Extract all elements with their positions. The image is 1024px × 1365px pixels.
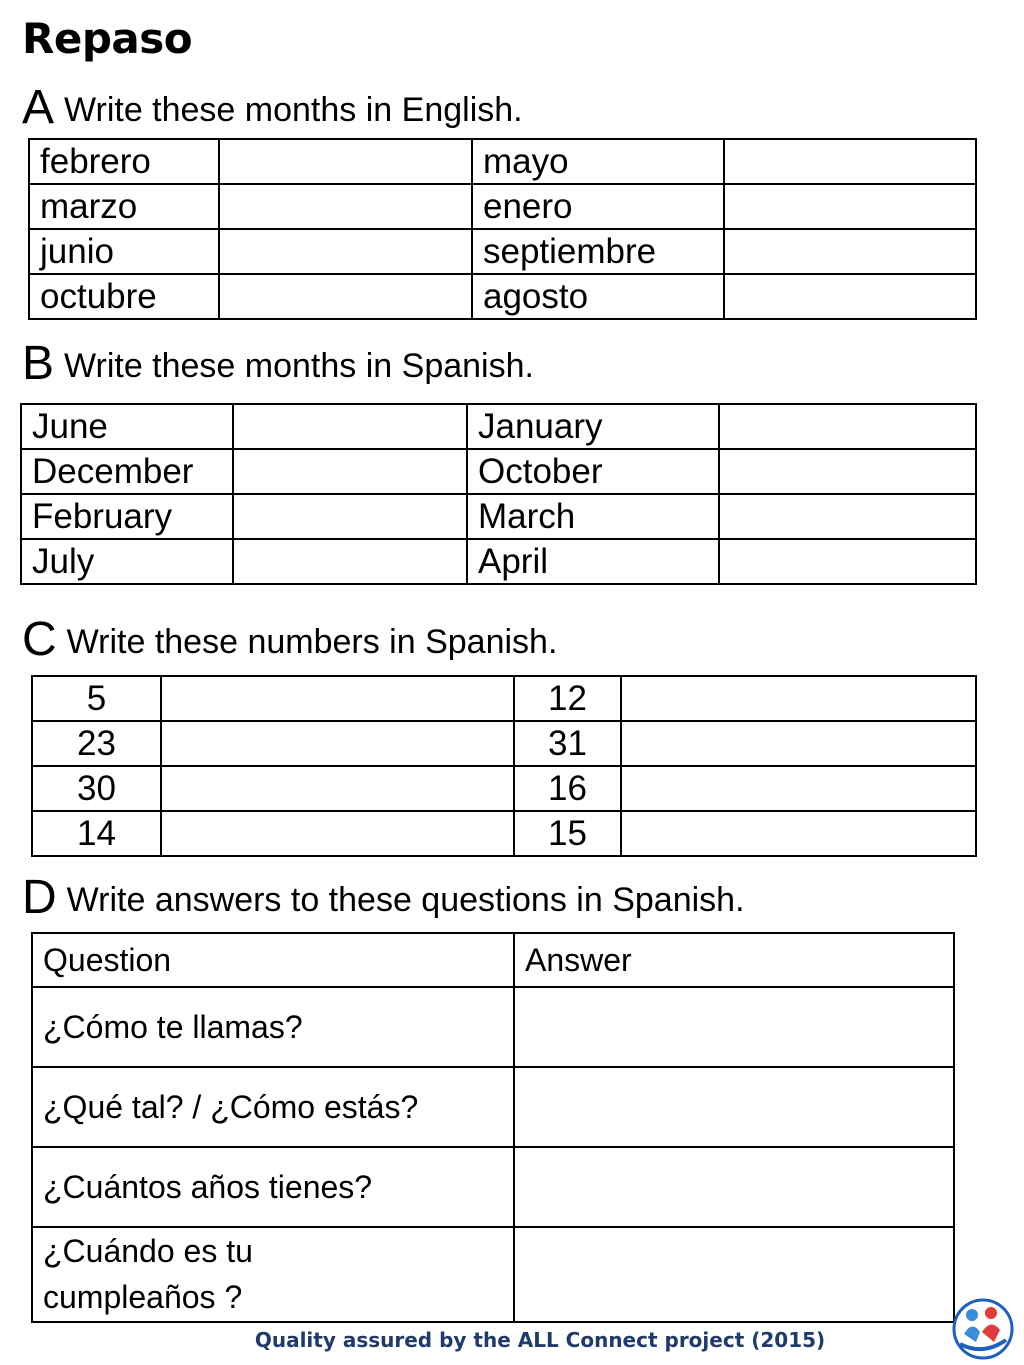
answer-cell[interactable] bbox=[233, 404, 467, 449]
number-value: 16 bbox=[514, 766, 621, 811]
table-row bbox=[32, 676, 976, 721]
answer-cell[interactable] bbox=[724, 274, 976, 319]
spanish-month: marzo bbox=[29, 184, 219, 229]
english-month: October bbox=[467, 449, 719, 494]
question-text bbox=[32, 1227, 514, 1322]
spanish-month: agosto bbox=[472, 274, 724, 319]
answer-cell[interactable] bbox=[719, 449, 976, 494]
answer-cell[interactable] bbox=[514, 1147, 954, 1227]
spanish-month: febrero bbox=[29, 139, 219, 184]
answer-cell[interactable] bbox=[719, 539, 976, 584]
section-d-heading bbox=[22, 870, 745, 925]
section-a-heading bbox=[22, 80, 523, 135]
section-b-heading bbox=[22, 336, 534, 391]
answer-cell[interactable] bbox=[161, 676, 514, 721]
table-row bbox=[32, 987, 954, 1067]
number-value: 23 bbox=[32, 721, 161, 766]
english-month: June bbox=[21, 404, 233, 449]
english-month: April bbox=[467, 539, 719, 584]
table-row bbox=[32, 721, 976, 766]
table-header-row bbox=[32, 933, 954, 987]
number-value: 12 bbox=[514, 676, 621, 721]
answer-header: Answer bbox=[514, 933, 954, 987]
number-value: 14 bbox=[32, 811, 161, 856]
english-month: February bbox=[21, 494, 233, 539]
section-c-instruction: Write these numbers in Spanish. bbox=[66, 623, 558, 661]
table-row bbox=[32, 1067, 954, 1147]
table-row bbox=[21, 449, 976, 494]
number-value: 31 bbox=[514, 721, 621, 766]
section-d-instruction: Write answers to these questions in Spanish. bbox=[66, 881, 745, 919]
number-value: 15 bbox=[514, 811, 621, 856]
english-month: December bbox=[21, 449, 233, 494]
spanish-month: enero bbox=[472, 184, 724, 229]
answer-cell[interactable] bbox=[514, 1067, 954, 1147]
answer-cell[interactable] bbox=[621, 676, 976, 721]
section-d-letter: D bbox=[22, 871, 57, 924]
section-c-heading bbox=[22, 612, 557, 667]
answer-cell[interactable] bbox=[621, 811, 976, 856]
question-text-wrap: ¿Cuándo es tu cumpleaños ? bbox=[43, 1233, 253, 1316]
table-row bbox=[32, 1227, 954, 1322]
table-row bbox=[21, 539, 976, 584]
answer-cell[interactable] bbox=[161, 766, 514, 811]
table-row bbox=[21, 404, 976, 449]
table-row bbox=[29, 184, 976, 229]
answer-cell[interactable] bbox=[219, 139, 472, 184]
english-month: January bbox=[467, 404, 719, 449]
question-header: Question bbox=[32, 933, 514, 987]
answer-cell[interactable] bbox=[621, 766, 976, 811]
answer-cell[interactable] bbox=[514, 987, 954, 1067]
section-c-letter: C bbox=[22, 613, 57, 666]
footer-credit: Quality assured by the ALL Connect project (2015) bbox=[254, 1328, 826, 1352]
spanish-month: mayo bbox=[472, 139, 724, 184]
answer-cell[interactable] bbox=[219, 184, 472, 229]
table-row bbox=[29, 139, 976, 184]
spanish-month: septiembre bbox=[472, 229, 724, 274]
section-b-table bbox=[20, 403, 977, 585]
page-title: Repaso bbox=[22, 14, 193, 63]
section-a-letter: A bbox=[22, 81, 55, 134]
table-row bbox=[29, 229, 976, 274]
answer-cell[interactable] bbox=[161, 721, 514, 766]
answer-cell[interactable] bbox=[233, 494, 467, 539]
answer-cell[interactable] bbox=[719, 494, 976, 539]
spanish-month: octubre bbox=[29, 274, 219, 319]
table-row bbox=[29, 274, 976, 319]
spanish-month: junio bbox=[29, 229, 219, 274]
answer-cell[interactable] bbox=[724, 229, 976, 274]
answer-cell[interactable] bbox=[719, 404, 976, 449]
table-row bbox=[32, 811, 976, 856]
question-text: ¿Cuántos años tienes? bbox=[32, 1147, 514, 1227]
table-row bbox=[32, 1147, 954, 1227]
section-b-instruction: Write these months in Spanish. bbox=[64, 347, 534, 385]
section-d-table bbox=[31, 932, 955, 1323]
english-month: July bbox=[21, 539, 233, 584]
answer-cell[interactable] bbox=[219, 229, 472, 274]
number-value: 30 bbox=[32, 766, 161, 811]
table-row bbox=[21, 494, 976, 539]
english-month: March bbox=[467, 494, 719, 539]
answer-cell[interactable] bbox=[514, 1227, 954, 1322]
section-a-instruction: Write these months in English. bbox=[64, 91, 523, 129]
logo-graphic bbox=[952, 1298, 1014, 1360]
question-text: ¿Qué tal? / ¿Cómo estás? bbox=[32, 1067, 514, 1147]
answer-cell[interactable] bbox=[161, 811, 514, 856]
section-b-letter: B bbox=[22, 337, 55, 390]
answer-cell[interactable] bbox=[724, 184, 976, 229]
answer-cell[interactable] bbox=[219, 274, 472, 319]
table-row bbox=[32, 766, 976, 811]
all-connect-logo-icon bbox=[952, 1298, 1014, 1360]
question-text: ¿Cómo te llamas? bbox=[32, 987, 514, 1067]
answer-cell[interactable] bbox=[233, 449, 467, 494]
answer-cell[interactable] bbox=[233, 539, 467, 584]
answer-cell[interactable] bbox=[621, 721, 976, 766]
number-value: 5 bbox=[32, 676, 161, 721]
section-c-table bbox=[31, 675, 977, 857]
answer-cell[interactable] bbox=[724, 139, 976, 184]
section-a-table bbox=[28, 138, 977, 320]
